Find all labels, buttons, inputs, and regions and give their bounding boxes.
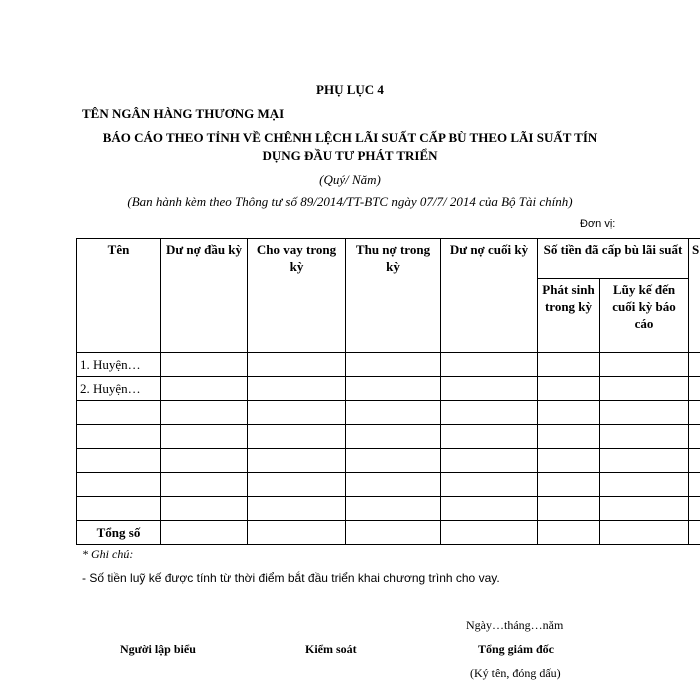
table-cell [161, 497, 248, 521]
table-cell [600, 377, 689, 401]
table-row [77, 473, 700, 497]
controller-label: Kiểm soát [305, 642, 357, 656]
header-phat-sinh: Phát sinh trong kỳ [538, 279, 600, 353]
table-cell [689, 497, 700, 521]
total-cell [600, 521, 689, 545]
table-cell [441, 497, 538, 521]
table-cell [346, 377, 441, 401]
header-ten: Tên [77, 239, 161, 353]
report-table [76, 238, 700, 545]
table-cell [248, 377, 346, 401]
director-label: Tổng giám đốc [478, 642, 555, 656]
row-label [77, 449, 161, 473]
row-label: 2. Huyện… [77, 377, 161, 401]
table-cell [600, 425, 689, 449]
table-cell [441, 449, 538, 473]
table-cell [248, 473, 346, 497]
table-cell [441, 473, 538, 497]
table-cell [346, 401, 441, 425]
table-cell [600, 353, 689, 377]
table-cell [538, 497, 600, 521]
report-title-line2: DỤNG ĐẦU TƯ PHÁT TRIỂN [262, 148, 438, 163]
header-thu-no: Thu nợ trong kỳ [346, 239, 441, 353]
total-cell [538, 521, 600, 545]
signature-date: Ngày…tháng…năm [466, 618, 564, 632]
table-cell [600, 449, 689, 473]
header-cho-vay: Cho vay trong kỳ [248, 239, 346, 353]
notes-line1: - Số tiền luỹ kế được tính từ thời điểm bắt đầu triển khai chương trình cho vay. [82, 571, 500, 585]
table-cell [248, 449, 346, 473]
table-cell [689, 377, 700, 401]
table-cell [600, 401, 689, 425]
table-cell [689, 353, 700, 377]
table-cell [161, 377, 248, 401]
row-label [77, 401, 161, 425]
table-cell [538, 425, 600, 449]
sign-note: (Ký tên, đóng dấu) [470, 666, 561, 680]
table-cell [538, 353, 600, 377]
table-cell [248, 497, 346, 521]
table-row [77, 401, 700, 425]
report-title-line1: BÁO CÁO THEO TỈNH VỀ CHÊNH LỆCH LÃI SUẤT CẤP BÙ THEO LÃI SUẤT TÍN [102, 130, 598, 145]
table-row [77, 449, 700, 473]
table-cell [346, 353, 441, 377]
table-cell [346, 473, 441, 497]
table-cell [441, 401, 538, 425]
table-cell [346, 449, 441, 473]
header-next-col: S [689, 239, 700, 353]
table-cell [346, 425, 441, 449]
table-row [77, 353, 700, 377]
header-luy-ke: Lũy kế đến cuối kỳ báo cáo [600, 279, 689, 353]
table-cell [538, 377, 600, 401]
table-row [77, 377, 700, 401]
total-cell [689, 521, 700, 545]
total-cell [441, 521, 538, 545]
table-cell [441, 353, 538, 377]
table-cell [600, 497, 689, 521]
table-cell [161, 353, 248, 377]
total-cell [248, 521, 346, 545]
header-so-tien-cap-bu: Số tiền đã cấp bù lãi suất [538, 239, 689, 279]
preparer-label: Người lập biểu [120, 642, 196, 656]
table-cell [346, 497, 441, 521]
header-du-no-cuoi-ky: Dư nợ cuối kỳ [441, 239, 538, 353]
bank-name: TÊN NGÂN HÀNG THƯƠNG MẠI [82, 106, 285, 121]
total-cell [161, 521, 248, 545]
row-label [77, 425, 161, 449]
row-label: 1. Huyện… [77, 353, 161, 377]
table-cell [248, 353, 346, 377]
table-cell [689, 401, 700, 425]
appendix-label: PHỤ LỤC 4 [316, 82, 384, 97]
row-label [77, 497, 161, 521]
header-du-no-dau-ky: Dư nợ đầu kỳ [161, 239, 248, 353]
table-cell [161, 449, 248, 473]
total-cell [346, 521, 441, 545]
table-cell [441, 377, 538, 401]
report-period: (Quý/ Năm) [319, 172, 381, 187]
table-cell [248, 425, 346, 449]
table-cell [538, 449, 600, 473]
total-label: Tổng số [77, 521, 161, 545]
table-row [77, 497, 700, 521]
unit-label: Đơn vị: [580, 218, 616, 230]
table-cell [441, 425, 538, 449]
table-cell [689, 449, 700, 473]
table-cell [538, 401, 600, 425]
table-body [77, 353, 700, 521]
table-cell [161, 473, 248, 497]
table-row [77, 425, 700, 449]
row-label [77, 473, 161, 497]
notes-label: * Ghi chú: [82, 547, 134, 561]
table-cell [248, 401, 346, 425]
table-cell [538, 473, 600, 497]
table-cell [161, 425, 248, 449]
table-cell [689, 473, 700, 497]
issued-by-note: (Ban hành kèm theo Thông tư số 89/2014/TT-BTC ngày 07/7/ 2014 của Bộ Tài chính) [127, 194, 573, 209]
table-cell [161, 401, 248, 425]
table-cell [600, 473, 689, 497]
table-cell [689, 425, 700, 449]
report-table-container [76, 238, 700, 548]
